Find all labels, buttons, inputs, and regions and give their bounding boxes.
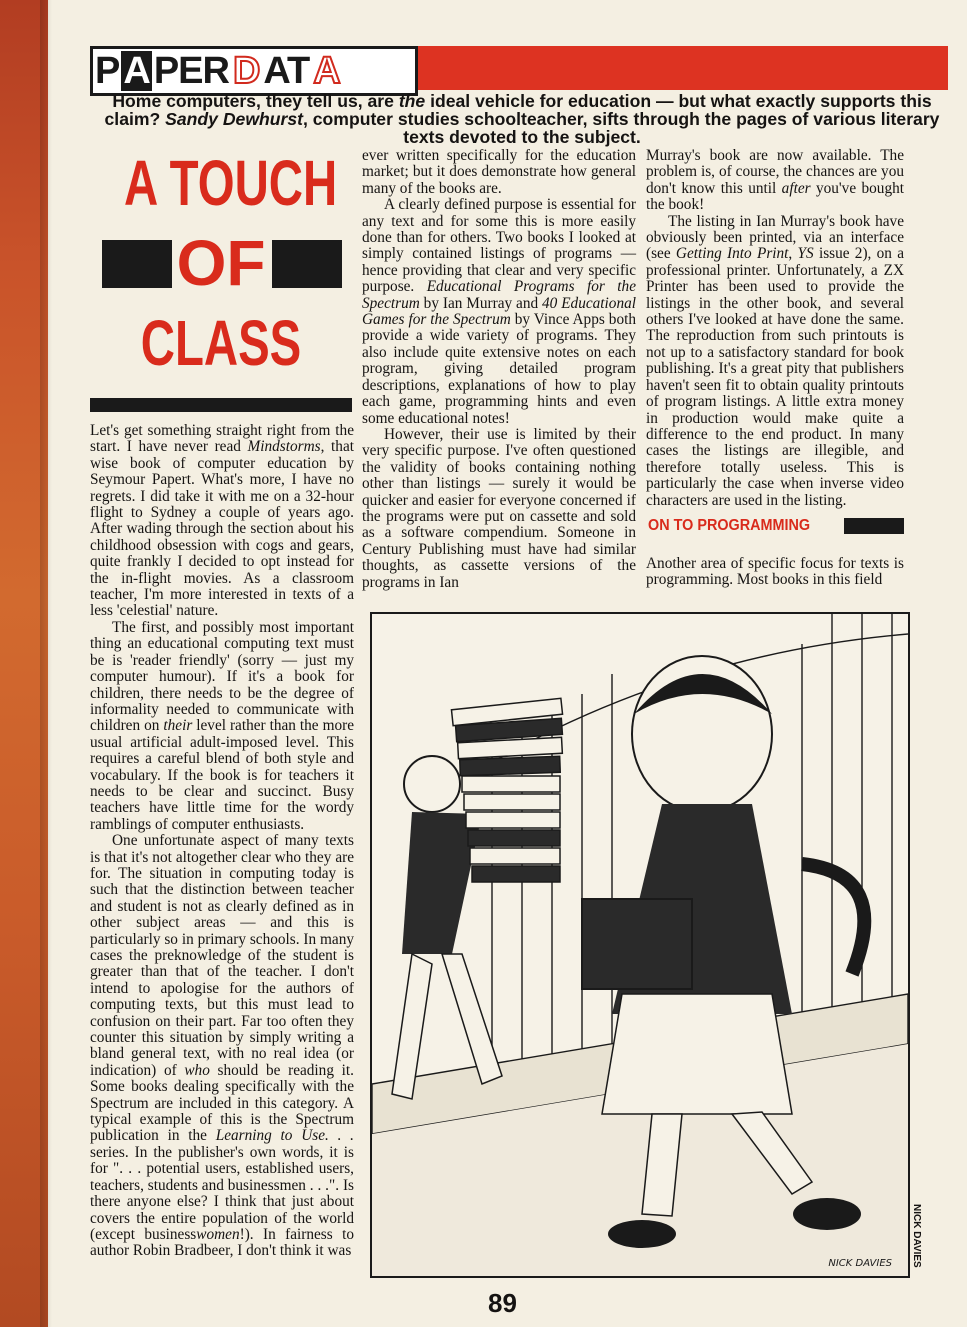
subheading-text: ON TO PROGRAMMING bbox=[648, 517, 811, 534]
headline-line-2: OF bbox=[176, 227, 266, 299]
column-3-continued bbox=[646, 556, 904, 589]
binding-shadow bbox=[40, 0, 52, 1327]
paragraph bbox=[90, 620, 354, 833]
masthead-word: AT bbox=[263, 50, 310, 92]
masthead-letter-outline: D bbox=[232, 50, 260, 92]
headline-line-3: CLASS bbox=[140, 307, 302, 379]
standfirst bbox=[92, 92, 952, 146]
page-number: 89 bbox=[488, 1288, 517, 1318]
book-10 bbox=[472, 866, 560, 882]
text: Let's get something straight right from the start. I have never read bbox=[90, 422, 354, 456]
standfirst-author: Sandy Dewhurst bbox=[165, 109, 303, 129]
text: The listing in Ian Murray's book have obviously been printed, via an interface (see bbox=[646, 212, 904, 263]
emphasis: their bbox=[163, 717, 193, 735]
magazine-title: YS bbox=[797, 245, 814, 263]
masthead-letter-boxed: A bbox=[123, 50, 150, 92]
emphasis: after bbox=[781, 179, 811, 197]
text: , that wise book of computer education by Seymour Papert. What's more, I have no regrets. I did take it with me on a 32-hour flight to Sydney a couple of years ago. After wading through the section about his childhood obsession with cogs and gears, quite frankly I decided to opt instead for the in-flight movies. As a classroom teacher, I'm more interested in texts of a less 'celestial' nature. bbox=[90, 438, 354, 620]
book-4 bbox=[460, 756, 560, 775]
text: by Vince Apps both provide a wide variety of programs. They also include quite extensive notes on each program, giving detailed program descriptions, explanations of how to play each game, programming hints and even some educational notes! bbox=[362, 311, 636, 427]
emphasis: women bbox=[196, 1225, 240, 1243]
paragraph bbox=[362, 197, 636, 427]
text: should be reading it. Some books dealing specifically with the Spectrum are included in this category. A typical example of this is the Spectrum publication in the bbox=[90, 1061, 354, 1145]
paragraph: However, their use is limited by their very specific purpose. I've often questioned the validity of books containing nothing other than listings — surely it would be quicker and easier for everyone concerned if the programs were put on cassette and sold as a software compendium. Someone in Century Publishing must have had similar thoughts, as cassette versions of the programs in Ian bbox=[362, 425, 636, 591]
emphasis: who bbox=[184, 1061, 210, 1079]
illustration-credit bbox=[910, 1204, 924, 1274]
standfirst-text: ideal vehicle for education — but what exactly supports this claim? bbox=[104, 91, 932, 129]
masthead-red-bar bbox=[418, 46, 948, 90]
text: by Ian Murray and bbox=[419, 294, 543, 312]
book-6 bbox=[464, 794, 560, 810]
paragraph bbox=[646, 214, 904, 509]
girl-shoe-right bbox=[793, 1198, 861, 1230]
book-8 bbox=[468, 830, 560, 846]
paragraph bbox=[90, 833, 354, 1260]
article-title: Getting Into Print bbox=[675, 245, 789, 263]
masthead-letter-outline: A bbox=[313, 50, 340, 92]
section-masthead bbox=[90, 46, 418, 96]
standfirst-text: , computer studies schoolteacher, sifts through the pages of various literary texts devoted to the subject. bbox=[303, 109, 940, 147]
column-3 bbox=[646, 148, 904, 509]
text: The first, and possibly most important thing an educational computing text must be is 'reader friendly' (sorry — just my computer humour). If it's a book for children, there needs to be the degree of informality needed to communicate with children on bbox=[90, 618, 354, 735]
book-title: Mindstorms bbox=[247, 438, 321, 456]
standfirst-emphasis: the bbox=[398, 91, 426, 111]
text: !). In fairness to author Robin Bradbeer, I don't think it was bbox=[90, 1225, 354, 1260]
subheading bbox=[648, 516, 904, 536]
boy-leg-right bbox=[442, 954, 502, 1084]
column-1 bbox=[90, 423, 354, 1260]
computer-keyboard bbox=[582, 899, 692, 989]
headline-line-1: A TOUCH bbox=[124, 147, 338, 219]
magazine-page bbox=[52, 0, 967, 1327]
text: level rather than the more usual artificial adult-imposed level. This requires a careful blend of both style and vocabulary. If the book is for teachers it needs to be clear and succinct. Busy teachers have little time for the wordy ramblings of computer enthusiasts. bbox=[90, 717, 354, 833]
boy-head bbox=[404, 756, 460, 812]
paragraph: Another area of specific focus for texts is programming. Most books in this field bbox=[646, 555, 904, 589]
headline-underbar bbox=[90, 398, 352, 412]
credit-text: NICK DAVIES bbox=[911, 1204, 922, 1268]
paragraph: ever written specifically for the education market; but it does demonstrate how general many of the books are. bbox=[362, 147, 636, 197]
book-7 bbox=[466, 812, 560, 828]
standfirst-text: Home computers, they tell us, are bbox=[112, 91, 399, 111]
text: One unfortunate aspect of many texts is that it's not altogether clear who they are for. The situation in computing today is such that the distinction between teacher and student is not as clearly defined as in other subject areas — and this is particularly so in primary schools. In many cases the preknowledge of the student is greater than that of the teacher. I don't intend to apologise for the authors of computing texts, but this must lead to confusion on their part. Far too often they counter this situation by simply writing a bland general text, with no real idea (or indication) of bbox=[90, 832, 354, 1079]
book-title: 40 Educational Games for the Spectrum bbox=[362, 294, 636, 329]
masthead-word: PER bbox=[153, 50, 229, 92]
masthead-letter: P bbox=[95, 50, 120, 92]
cartoon-drawing bbox=[372, 614, 908, 1276]
text: issue 2), on a professional printer. Unfortunately, a ZX Printer has been used to provide the listings in the other book, and several others I've looked at have done the same. The reproduction from such printouts is not up to a satisfactory standard for book publishing. It's a great pity that publishers haven't seen fit to obtain quality printouts of program listings. A little extra money in production would make quite a difference to the end product. In many cases the listings are illegible, and therefore totally useless. This is particularly the case when inverse video characters are used in the listing. bbox=[646, 245, 904, 509]
text: you've bought the book! bbox=[646, 179, 904, 214]
text: series. In the publisher's own words, it is for ". . . potential users, established users, teachers, students and businessmen . . .". Is there anyone else? I think that just about covers the entire population of the world (except business bbox=[90, 1143, 354, 1243]
paragraph bbox=[646, 148, 904, 214]
book-5 bbox=[462, 776, 560, 792]
girl-skirt bbox=[602, 994, 792, 1114]
text: Murray's book are now available. The problem is, of course, the chances are you don't know this until bbox=[646, 147, 904, 197]
subheading-bar bbox=[844, 518, 904, 534]
girl-shoe-left bbox=[608, 1220, 676, 1248]
book-9 bbox=[470, 848, 560, 864]
cartoon-illustration bbox=[370, 612, 910, 1278]
article-headline bbox=[90, 148, 352, 408]
girl-satchel-strap bbox=[802, 864, 864, 974]
paragraph bbox=[90, 423, 354, 620]
series-title: Learning to Use. . . bbox=[215, 1127, 354, 1145]
artist-signature: NICK DAVIES bbox=[828, 1258, 892, 1269]
book-title: Educational Programs for the Spectrum bbox=[362, 278, 636, 312]
text: , bbox=[788, 245, 798, 263]
column-2 bbox=[362, 148, 636, 591]
text: A clearly defined purpose is essential for any text and for some this is more easily done than for others. Two books I looked at simply contained listings of programs — hence providing that clear and very specific purpose. bbox=[362, 196, 636, 296]
